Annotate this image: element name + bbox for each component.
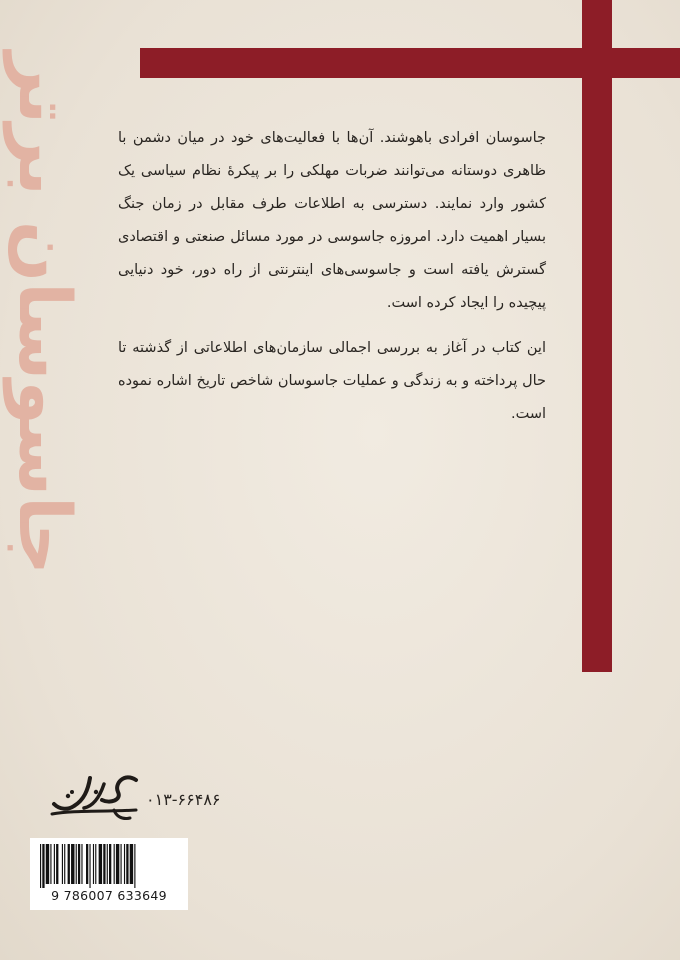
barcode-bar: [134, 844, 135, 888]
barcode-bar: [81, 844, 82, 884]
barcode-bar: [42, 844, 44, 888]
isbn-number: 9 786007 633649: [51, 888, 167, 903]
barcode-bar: [71, 844, 74, 884]
blurb-paragraph-2: این کتاب در آغاز به بررسی اجمالی سازمان‌های اطلاعاتی از گذشته تا حال پرداخته و به زندگی و عملیات جاسوسان شاخص تاریخ اشاره نموده است.: [118, 340, 546, 422]
barcode-bar: [64, 844, 65, 884]
barcode-bar: [114, 844, 115, 884]
isbn-barcode: [30, 838, 188, 910]
cross-bar-vertical: [582, 0, 612, 672]
barcode-bar: [116, 844, 119, 884]
barcode-bar: [93, 844, 94, 884]
barcode-bar: [54, 844, 55, 884]
blurb-paragraph-1: جاسوسان افرادی باهوشند. آن‌ها با فعالیت‌های خود در میان دشمن با ظاهری دوستانه می‌توانند ضربات مهلکی را بر پیکرهٔ نظام سیاسی یک کشور وارد نمایند. دسترسی به اطلاعات طرف مقابل در زمان جنگ بسیار اهمیت دارد. امروزه جاسوسی در مورد مسائل صنعتی و اقتصادی گسترش یافته است و جاسوسی‌های اینترنتی از راه دور، خود دنیایی پیچیده را ایجاد کرده است.: [118, 130, 546, 311]
barcode-bar: [50, 844, 51, 884]
barcode-bar: [46, 844, 49, 884]
barcode-bars: [36, 844, 182, 888]
barcode-bar: [89, 844, 90, 888]
barcode-bar: [62, 844, 63, 884]
barcode-bar: [56, 844, 58, 884]
barcode-bar: [130, 844, 133, 884]
barcode-bar: [121, 844, 122, 884]
barcode-bar: [40, 844, 41, 888]
barcode-bar: [95, 844, 96, 884]
spine-title: جاسوسان برتر: [3, 52, 87, 575]
barcode-bar: [126, 844, 128, 884]
barcode-bar: [124, 844, 125, 884]
barcode-bar: [68, 844, 70, 884]
barcode-bar: [86, 844, 88, 884]
publisher-phone: ۰۱۳-۶۶۴۸۶: [146, 790, 221, 809]
barcode-bar: [76, 844, 77, 884]
barcode-bar: [107, 844, 108, 884]
blurb-text: [118, 122, 546, 431]
barcode-bar: [103, 844, 105, 884]
barcode-bar: [109, 844, 111, 884]
barcode-bar: [78, 844, 80, 884]
barcode-bar: [99, 844, 102, 884]
publisher-logo: [44, 770, 144, 826]
